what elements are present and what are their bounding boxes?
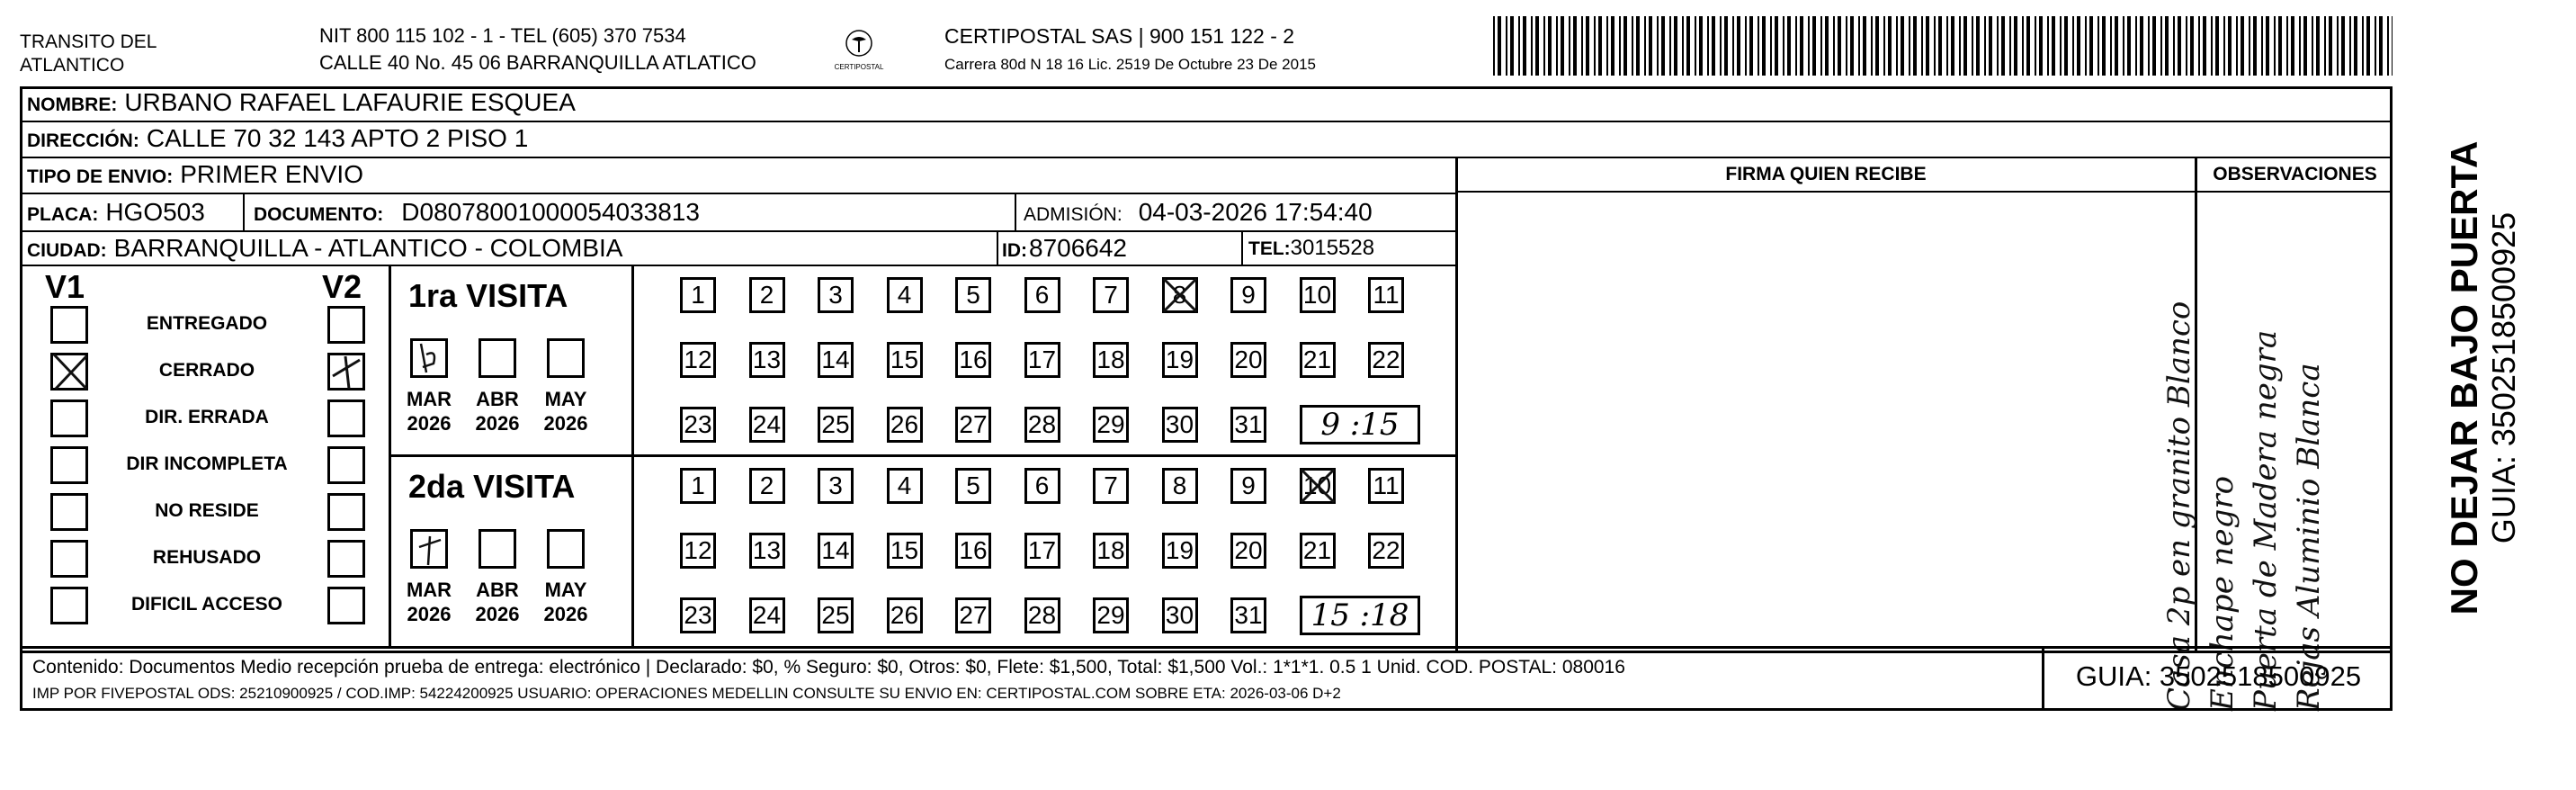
v2-checkbox[interactable] — [327, 446, 365, 484]
day-box[interactable]: 6 — [1024, 277, 1060, 313]
sender-line-2: ATLANTICO — [20, 55, 125, 76]
day-box[interactable]: 29 — [1093, 407, 1129, 443]
month-name: ABR — [476, 579, 519, 601]
month-year: 2026 — [543, 603, 588, 625]
month-name: MAR — [406, 388, 452, 410]
day-box[interactable]: 2 — [749, 468, 785, 504]
divider — [20, 121, 2393, 122]
company-line: CERTIPOSTAL SAS | 900 151 122 - 2 — [944, 24, 1295, 48]
month-year: 2026 — [475, 603, 520, 625]
month-name: ABR — [476, 388, 519, 410]
day-box[interactable]: 9 — [1230, 277, 1266, 313]
day-box[interactable]: 7 — [1093, 277, 1129, 313]
direccion-label: DIRECCIÓN: — [27, 130, 139, 151]
day-box[interactable]: 3 — [818, 277, 854, 313]
day-box[interactable]: 28 — [1024, 407, 1060, 443]
day-box[interactable]: 21 — [1300, 533, 1336, 569]
day-box[interactable]: 14 — [818, 533, 854, 569]
status-label: DIFICIL ACCESO — [130, 594, 282, 615]
obs-line: Casa 2p en granito Blanco — [2161, 301, 2197, 711]
company-info — [944, 24, 1316, 74]
divider — [20, 157, 2393, 158]
day-box[interactable]: 27 — [955, 407, 991, 443]
day-box[interactable]: 15 — [887, 533, 923, 569]
day-box[interactable]: 26 — [887, 407, 923, 443]
day-box[interactable]: 21 — [1300, 342, 1336, 378]
day-box[interactable]: 7 — [1093, 468, 1129, 504]
side-panel — [2393, 86, 2572, 653]
v1-checkbox[interactable] — [50, 353, 88, 391]
day-box[interactable]: 2 — [749, 277, 785, 313]
nombre-row — [27, 88, 576, 117]
v1-checkbox[interactable] — [50, 446, 88, 484]
side-guia: GUIA: 3502518500925 — [2485, 211, 2522, 544]
sender-line-1: TRANSITO DEL — [20, 31, 157, 52]
ciudad-value: BARRANQUILLA - ATLANTICO - COLOMBIA — [113, 234, 623, 262]
month-label — [466, 387, 529, 435]
barcode — [1493, 16, 2393, 76]
tipo-label: TIPO DE ENVIO: — [27, 166, 174, 187]
day-box[interactable]: 20 — [1230, 533, 1266, 569]
nombre-label: NOMBRE: — [27, 94, 118, 115]
day-box[interactable]: 9 — [1230, 468, 1266, 504]
obs-line: Rejas Aluminio Blanca — [2291, 363, 2327, 711]
footer-guia: GUIA: 3502518500925 — [2075, 660, 2362, 692]
day-box[interactable]: 8 — [1162, 277, 1198, 313]
divider — [1241, 230, 1243, 265]
visit-title: 1ra VISITA — [408, 277, 568, 314]
day-box[interactable]: 22 — [1368, 533, 1404, 569]
nit-line: NIT 800 115 102 - 1 - TEL (605) 370 7534 — [319, 24, 686, 47]
day-box[interactable]: 27 — [955, 597, 991, 633]
day-box[interactable]: 23 — [680, 407, 716, 443]
month-year: 2026 — [475, 412, 520, 435]
day-box[interactable]: 5 — [955, 277, 991, 313]
tipo-row — [27, 160, 363, 189]
divider — [389, 454, 1455, 457]
day-box[interactable]: 25 — [818, 597, 854, 633]
day-box[interactable]: 25 — [818, 407, 854, 443]
documento-row — [254, 198, 700, 227]
v2-checkbox[interactable] — [327, 306, 365, 344]
no-dejar-text: NO DEJAR BAJO PUERTA — [2443, 140, 2485, 615]
sender-address: CALLE 40 No. 45 06 BARRANQUILLA ATLATICO — [319, 51, 756, 74]
day-box[interactable]: 8 — [1162, 468, 1198, 504]
contenido-text: Contenido: Documentos Medio recepción prueba de entrega: electrónico | Declarado: $0, % Seguro: $0, Otros: $0, Flete: $1,500, Total: $1,500 Vol.: 1*1*1. 0.5 1 Unid. COD. POSTAL: 080016 — [32, 657, 1625, 678]
admision-label: ADMISIÓN: — [1024, 204, 1123, 225]
day-box[interactable]: 6 — [1024, 468, 1060, 504]
id-row — [1002, 234, 1127, 263]
obs-line: Enchape negro — [2205, 475, 2241, 711]
license-line: Carrera 80d N 18 16 Lic. 2519 De Octubre 23 De 2015 — [944, 56, 1316, 73]
status-label: DIR INCOMPLETA — [126, 453, 288, 474]
day-box[interactable]: 4 — [887, 277, 923, 313]
observaciones-handwriting — [2158, 261, 2330, 711]
divider — [20, 193, 1457, 194]
logo-icon — [827, 25, 890, 79]
visit-time[interactable]: 9 :15 — [1300, 405, 1420, 444]
sender-name — [20, 31, 157, 77]
placa-value: HGO503 — [105, 198, 205, 226]
month-year: 2026 — [543, 412, 588, 435]
v1-checkbox[interactable] — [50, 587, 88, 624]
ciudad-row — [27, 234, 622, 263]
v1-label: V1 — [45, 268, 85, 305]
tel-row — [1248, 236, 1374, 261]
day-box[interactable]: 19 — [1162, 533, 1198, 569]
day-box[interactable]: 30 — [1162, 597, 1198, 633]
day-box[interactable]: 13 — [749, 533, 785, 569]
placa-label: PLACA: — [27, 204, 99, 225]
day-box[interactable]: 24 — [749, 407, 785, 443]
day-box[interactable]: 30 — [1162, 407, 1198, 443]
day-box[interactable]: 28 — [1024, 597, 1060, 633]
documento-label: DOCUMENTO: — [254, 204, 384, 225]
v1-checkbox[interactable] — [50, 399, 88, 437]
day-box[interactable]: 22 — [1368, 342, 1404, 378]
day-box[interactable]: 4 — [887, 468, 923, 504]
obs-line: Puerta de Madera negra — [2248, 329, 2284, 711]
v2-checkbox[interactable] — [327, 540, 365, 578]
documento-value: D08078001000054033813 — [401, 198, 700, 226]
v1-checkbox[interactable] — [50, 493, 88, 531]
firma-header: FIRMA QUIEN RECIBE — [1725, 164, 1927, 184]
v2-checkbox[interactable] — [327, 353, 365, 391]
day-box[interactable]: 17 — [1024, 533, 1060, 569]
day-box[interactable]: 14 — [818, 342, 854, 378]
day-box[interactable]: 10 — [1300, 468, 1336, 504]
divider — [1455, 157, 1458, 653]
tipo-value: PRIMER ENVIO — [180, 160, 363, 188]
nombre-value: URBANO RAFAEL LAFAURIE ESQUEA — [124, 88, 576, 116]
day-box[interactable]: 12 — [680, 342, 716, 378]
tel-label: TEL: — [1248, 238, 1291, 259]
month-label — [534, 387, 597, 435]
tel-value: 3015528 — [1290, 236, 1375, 260]
month-checkbox[interactable] — [547, 338, 585, 378]
month-name: MAR — [406, 579, 452, 601]
day-box[interactable]: 18 — [1093, 342, 1129, 378]
barcode-image — [1493, 16, 2393, 76]
month-checkbox[interactable] — [479, 529, 516, 569]
month-label — [398, 578, 461, 626]
month-label — [466, 578, 529, 626]
day-box[interactable]: 13 — [749, 342, 785, 378]
month-year: 2026 — [407, 603, 452, 625]
observaciones-header: OBSERVACIONES — [2213, 164, 2377, 184]
divider — [997, 230, 998, 265]
day-box[interactable]: 16 — [955, 342, 991, 378]
direccion-value: CALLE 70 32 143 APTO 2 PISO 1 — [146, 124, 529, 152]
status-label: CERRADO — [158, 360, 255, 381]
status-label: NO RESIDE — [155, 500, 259, 521]
day-box[interactable]: 31 — [1230, 407, 1266, 443]
id-value: 8706642 — [1029, 234, 1128, 262]
v1-checkbox[interactable] — [50, 540, 88, 578]
day-box[interactable]: 19 — [1162, 342, 1198, 378]
admision-row — [1024, 198, 1373, 227]
month-checkbox[interactable] — [410, 338, 448, 378]
imp-text: IMP POR FIVEPOSTAL ODS: 25210900925 / COD.IMP: 54224200925 USUARIO: OPERACIONES MEDELLIN CONSULTE SU ENVIO EN: CERTIPOSTAL.COM SOBRE ETA: 2026-03-06 D+2 — [32, 685, 1341, 702]
month-checkbox[interactable] — [547, 529, 585, 569]
admision-value: 04-03-2026 17:54:40 — [1138, 198, 1373, 226]
day-box[interactable]: 5 — [955, 468, 991, 504]
divider — [243, 193, 245, 230]
certipostal-logo — [827, 25, 890, 79]
status-label: DIR. ERRADA — [145, 407, 269, 427]
day-box[interactable]: 11 — [1368, 468, 1404, 504]
month-checkbox[interactable] — [479, 338, 516, 378]
day-box[interactable]: 1 — [680, 468, 716, 504]
day-box[interactable]: 18 — [1093, 533, 1129, 569]
day-box[interactable]: 24 — [749, 597, 785, 633]
month-label — [534, 578, 597, 626]
day-box[interactable]: 23 — [680, 597, 716, 633]
day-box[interactable]: 10 — [1300, 277, 1336, 313]
visit-title: 2da VISITA — [408, 468, 576, 505]
day-box[interactable]: 3 — [818, 468, 854, 504]
day-box[interactable]: 1 — [680, 277, 716, 313]
v1-checkbox[interactable] — [50, 306, 88, 344]
logo-text: CERTIPOSTAL — [834, 63, 884, 71]
v2-label: V2 — [322, 268, 362, 305]
placa-row — [27, 198, 205, 227]
day-box[interactable]: 11 — [1368, 277, 1404, 313]
day-box[interactable]: 17 — [1024, 342, 1060, 378]
day-box[interactable]: 26 — [887, 597, 923, 633]
visit-time[interactable]: 15 :18 — [1300, 596, 1420, 635]
sender-info — [319, 24, 756, 75]
month-year: 2026 — [407, 412, 452, 435]
status-label: REHUSADO — [152, 547, 262, 568]
side-text — [2443, 94, 2522, 661]
direccion-row — [27, 124, 528, 153]
v2-checkbox[interactable] — [327, 587, 365, 624]
ciudad-label: CIUDAD: — [27, 240, 107, 261]
month-name: MAY — [544, 579, 587, 601]
day-box[interactable]: 12 — [680, 533, 716, 569]
divider — [20, 265, 1457, 266]
day-box[interactable]: 31 — [1230, 597, 1266, 633]
month-checkbox[interactable] — [410, 529, 448, 569]
month-label — [398, 387, 461, 435]
day-box[interactable]: 16 — [955, 533, 991, 569]
status-label: ENTREGADO — [146, 313, 268, 334]
day-box[interactable]: 20 — [1230, 342, 1266, 378]
v2-checkbox[interactable] — [327, 399, 365, 437]
day-box[interactable]: 29 — [1093, 597, 1129, 633]
month-name: MAY — [544, 388, 587, 410]
day-box[interactable]: 15 — [887, 342, 923, 378]
v2-checkbox[interactable] — [327, 493, 365, 531]
id-label: ID: — [1002, 240, 1027, 261]
divider — [1015, 193, 1016, 230]
